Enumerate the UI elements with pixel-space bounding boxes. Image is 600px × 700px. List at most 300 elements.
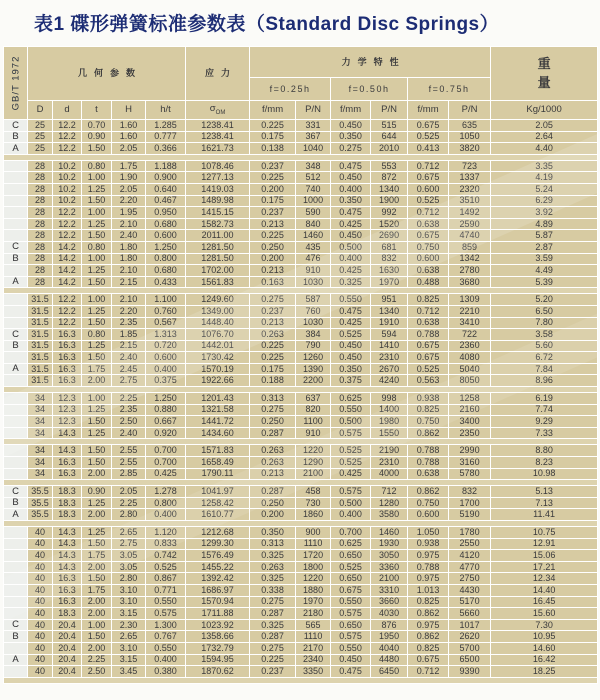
data-cell: 10.98	[491, 468, 598, 480]
data-cell: 3680	[449, 276, 491, 288]
data-cell: 28	[28, 218, 53, 230]
data-cell: 0.275	[331, 143, 371, 155]
data-cell: 1455.22	[186, 561, 250, 573]
series-letter-cell: B	[4, 131, 28, 143]
data-cell: 0.225	[250, 654, 296, 666]
data-cell: 0.550	[331, 404, 371, 416]
data-cell: 2620	[449, 631, 491, 643]
data-cell: 5660	[449, 608, 491, 620]
data-cell: 1.00	[82, 393, 112, 405]
data-cell: 18.3	[53, 497, 82, 509]
data-cell: 1434.60	[186, 427, 250, 439]
data-cell: 2.45	[112, 363, 146, 375]
data-cell: 2.15	[112, 276, 146, 288]
data-cell: 900	[296, 527, 331, 539]
data-cell: 1.50	[82, 445, 112, 457]
data-cell: 0.450	[331, 230, 371, 242]
data-cell: 16.45	[491, 596, 598, 608]
data-cell: 31.5	[28, 329, 53, 341]
data-cell: 2.00	[82, 561, 112, 573]
data-cell: 3360	[371, 561, 408, 573]
series-letter-cell: A	[4, 363, 28, 375]
data-cell: 2010	[371, 143, 408, 155]
table-row	[4, 294, 598, 306]
data-cell: 0.700	[146, 445, 186, 457]
data-cell: 0.350	[331, 131, 371, 143]
data-cell: 1.188	[146, 160, 186, 172]
data-cell: 0.938	[408, 393, 449, 405]
data-cell: 4.19	[491, 172, 598, 184]
data-cell: 2690	[371, 230, 408, 242]
table-row	[4, 207, 598, 219]
data-cell: 40	[28, 550, 53, 562]
table-row	[4, 642, 598, 654]
table-row	[4, 538, 598, 550]
data-cell: 1970	[296, 596, 331, 608]
col-header-p1: P/N	[296, 101, 331, 120]
data-cell: 820	[296, 404, 331, 416]
data-cell: 0.825	[408, 294, 449, 306]
data-cell: 1.00	[82, 619, 112, 631]
data-cell: 0.525	[331, 561, 371, 573]
series-letter-cell	[4, 666, 28, 678]
data-cell: 1.50	[82, 230, 112, 242]
data-cell: 0.625	[331, 393, 371, 405]
data-cell: 4040	[371, 642, 408, 654]
data-cell: 0.225	[250, 352, 296, 364]
col-header-H: H	[112, 101, 146, 120]
data-cell: 8.80	[491, 445, 598, 457]
table-row	[4, 363, 598, 375]
data-cell: 5700	[449, 642, 491, 654]
data-cell: 910	[296, 427, 331, 439]
data-cell: 4770	[449, 561, 491, 573]
data-cell: 4.40	[491, 143, 598, 155]
data-cell: 1570.94	[186, 596, 250, 608]
table-row	[4, 195, 598, 207]
data-cell: 1702.00	[186, 265, 250, 277]
data-cell: 3160	[449, 457, 491, 469]
table-row	[4, 666, 598, 678]
data-cell: 1970	[371, 276, 408, 288]
data-cell: 28	[28, 276, 53, 288]
data-cell: 0.250	[250, 497, 296, 509]
data-cell: 2.87	[491, 241, 598, 253]
data-cell: 0.525	[331, 457, 371, 469]
data-cell: 1720	[296, 550, 331, 562]
data-cell: 2590	[449, 218, 491, 230]
data-cell: 2.00	[82, 509, 112, 521]
data-cell: 1.25	[82, 427, 112, 439]
data-cell: 1.100	[146, 294, 186, 306]
data-cell: 2670	[371, 363, 408, 375]
table-row	[4, 550, 598, 562]
data-cell: 1.50	[82, 276, 112, 288]
data-cell: 31.5	[28, 363, 53, 375]
data-cell: 1.50	[82, 416, 112, 428]
data-cell: 25	[28, 131, 53, 143]
data-cell: 1340	[371, 183, 408, 195]
data-cell: 28	[28, 265, 53, 277]
data-cell: 0.413	[408, 143, 449, 155]
data-cell: 1030	[296, 317, 331, 329]
data-cell: 28	[28, 195, 53, 207]
data-cell: 28	[28, 230, 53, 242]
series-letter-cell: C	[4, 241, 28, 253]
data-cell: 6450	[371, 666, 408, 678]
data-cell: 2.40	[112, 352, 146, 364]
data-cell: 4000	[371, 468, 408, 480]
data-cell: 1576.49	[186, 550, 250, 562]
data-cell: 0.675	[408, 120, 449, 132]
data-cell: 1550	[371, 427, 408, 439]
series-letter-cell	[4, 445, 28, 457]
data-cell: 0.500	[331, 241, 371, 253]
data-cell: 31.5	[28, 294, 53, 306]
data-cell: 1460	[371, 527, 408, 539]
data-cell: 5.87	[491, 230, 598, 242]
series-letter-cell: C	[4, 120, 28, 132]
data-cell: 16.3	[53, 468, 82, 480]
data-cell: 16.3	[53, 457, 82, 469]
data-cell: 2.50	[112, 416, 146, 428]
data-cell: 2200	[296, 375, 331, 387]
data-cell: 1880	[296, 584, 331, 596]
data-cell: 0.250	[250, 241, 296, 253]
data-cell: 11.41	[491, 509, 598, 521]
data-cell: 1571.83	[186, 445, 250, 457]
data-cell: 4240	[371, 375, 408, 387]
data-cell: 0.325	[250, 619, 296, 631]
data-cell: 1.50	[82, 631, 112, 643]
data-cell: 0.200	[250, 253, 296, 265]
header-geometry: 几何参数	[28, 47, 186, 101]
data-cell: 0.975	[408, 619, 449, 631]
data-cell: 0.567	[146, 317, 186, 329]
data-cell: 1076.70	[186, 329, 250, 341]
data-cell: 5.24	[491, 183, 598, 195]
data-cell: 1.25	[82, 218, 112, 230]
data-cell: 34	[28, 445, 53, 457]
series-letter-cell: C	[4, 486, 28, 498]
data-cell: 0.313	[250, 538, 296, 550]
data-cell: 3410	[449, 317, 491, 329]
data-cell: 12.2	[53, 294, 82, 306]
data-cell: 14.3	[53, 550, 82, 562]
data-cell: 1.120	[146, 527, 186, 539]
data-cell: 5780	[449, 468, 491, 480]
data-cell: 0.777	[146, 131, 186, 143]
series-letter-cell	[4, 527, 28, 539]
data-cell: 1238.41	[186, 120, 250, 132]
data-cell: 2780	[449, 265, 491, 277]
data-cell: 0.213	[250, 218, 296, 230]
table-row	[4, 608, 598, 620]
data-cell: 5040	[449, 363, 491, 375]
data-cell: 3050	[371, 550, 408, 562]
table-row	[4, 352, 598, 364]
data-cell: 1.25	[82, 404, 112, 416]
data-cell: 40	[28, 561, 53, 573]
data-cell: 3.05	[112, 550, 146, 562]
data-cell: 2.75	[112, 538, 146, 550]
series-letter-cell: B	[4, 497, 28, 509]
data-cell: 1220	[296, 573, 331, 585]
page-title: 表1 碟形弹簧标准参数表（Standard Disc Springs）	[34, 14, 500, 35]
col-header-f1: f/mm	[250, 101, 296, 120]
series-letter-cell	[4, 172, 28, 184]
data-cell: 2.80	[112, 573, 146, 585]
data-cell: 0.263	[250, 445, 296, 457]
disc-springs-table	[3, 46, 598, 684]
data-cell: 0.525	[331, 329, 371, 341]
data-cell: 951	[371, 294, 408, 306]
table-row	[4, 497, 598, 509]
data-cell: 0.425	[331, 468, 371, 480]
data-cell: 1.00	[82, 294, 112, 306]
table-row	[4, 509, 598, 521]
data-cell: 0.640	[146, 183, 186, 195]
data-cell: 0.800	[146, 253, 186, 265]
data-cell: 2.25	[82, 654, 112, 666]
data-cell: 0.675	[408, 352, 449, 364]
standard-code-label: GB/T 1972	[9, 55, 21, 111]
data-cell: 0.675	[408, 172, 449, 184]
table-row	[4, 131, 598, 143]
data-cell: 18.3	[53, 608, 82, 620]
data-cell: 876	[371, 619, 408, 631]
header-f050: f=0.50h	[331, 78, 408, 101]
data-cell: 0.488	[408, 276, 449, 288]
data-cell: 0.600	[146, 230, 186, 242]
data-cell: 2310	[371, 352, 408, 364]
data-cell: 0.400	[146, 509, 186, 521]
data-cell: 0.450	[331, 120, 371, 132]
data-cell: 1281.50	[186, 241, 250, 253]
series-letter-cell	[4, 230, 28, 242]
data-cell: 2.30	[112, 619, 146, 631]
data-cell: 6.72	[491, 352, 598, 364]
data-cell: 0.425	[331, 317, 371, 329]
data-cell: 16.3	[53, 329, 82, 341]
data-cell: 4120	[449, 550, 491, 562]
data-cell: 12.3	[53, 393, 82, 405]
data-cell: 0.667	[146, 416, 186, 428]
table-row	[4, 404, 598, 416]
table-row	[4, 172, 598, 184]
data-cell: 0.225	[250, 230, 296, 242]
data-cell: 28	[28, 253, 53, 265]
data-cell: 644	[371, 131, 408, 143]
data-cell: 0.712	[408, 207, 449, 219]
series-letter-cell	[4, 550, 28, 562]
data-cell: 0.475	[331, 207, 371, 219]
data-cell: 28	[28, 183, 53, 195]
data-cell: 1110	[296, 538, 331, 550]
data-cell: 1.95	[112, 207, 146, 219]
data-cell: 1100	[296, 416, 331, 428]
data-cell: 0.788	[408, 445, 449, 457]
data-cell: 0.500	[331, 497, 371, 509]
data-cell: 1349.00	[186, 305, 250, 317]
data-cell: 0.575	[331, 427, 371, 439]
data-cell: 20.4	[53, 631, 82, 643]
data-cell: 0.325	[250, 573, 296, 585]
data-cell: 0.950	[146, 207, 186, 219]
data-cell: 635	[449, 120, 491, 132]
data-cell: 0.287	[250, 427, 296, 439]
data-cell: 3350	[296, 666, 331, 678]
data-cell: 0.350	[250, 527, 296, 539]
data-cell: 0.225	[250, 120, 296, 132]
series-letter-cell	[4, 427, 28, 439]
data-cell: 2.10	[112, 294, 146, 306]
data-cell: 1040	[296, 143, 331, 155]
data-cell: 0.650	[331, 573, 371, 585]
data-cell: 25	[28, 143, 53, 155]
data-cell: 2.05	[112, 143, 146, 155]
col-header-f2: f/mm	[331, 101, 371, 120]
data-cell: 16.3	[53, 340, 82, 352]
data-cell: 40	[28, 584, 53, 596]
data-cell: 1.313	[146, 329, 186, 341]
data-cell: 0.400	[331, 183, 371, 195]
data-cell: 16.3	[53, 375, 82, 387]
data-cell: 2100	[296, 468, 331, 480]
data-cell: 2.00	[82, 608, 112, 620]
data-cell: 2.40	[112, 427, 146, 439]
data-cell: 0.400	[331, 509, 371, 521]
data-cell: 1460	[296, 230, 331, 242]
data-cell: 590	[296, 207, 331, 219]
table-row	[4, 457, 598, 469]
data-cell: 2.35	[112, 404, 146, 416]
col-header-p2: P/N	[371, 101, 408, 120]
data-cell: 723	[449, 160, 491, 172]
data-cell: 1041.97	[186, 486, 250, 498]
data-cell: 3400	[449, 416, 491, 428]
data-cell: 0.575	[331, 631, 371, 643]
data-cell: 565	[296, 619, 331, 631]
data-cell: 2011.00	[186, 230, 250, 242]
series-letter-cell	[4, 468, 28, 480]
data-cell: 1337	[449, 172, 491, 184]
data-cell: 0.225	[250, 172, 296, 184]
data-cell: 0.287	[250, 486, 296, 498]
data-cell: 2310	[371, 457, 408, 469]
data-cell: 1400	[371, 404, 408, 416]
col-header-D: D	[28, 101, 53, 120]
data-cell: 28	[28, 241, 53, 253]
data-cell: 2.00	[82, 468, 112, 480]
series-letter-cell	[4, 207, 28, 219]
data-cell: 34	[28, 427, 53, 439]
data-cell: 1.250	[146, 393, 186, 405]
data-cell: 9.29	[491, 416, 598, 428]
data-cell: 0.525	[408, 195, 449, 207]
data-cell: 0.450	[331, 654, 371, 666]
data-cell: 34	[28, 468, 53, 480]
col-header-weight: Kg/1000	[491, 101, 598, 120]
data-cell: 0.862	[408, 486, 449, 498]
data-cell: 14.3	[53, 527, 82, 539]
data-cell: 0.237	[250, 207, 296, 219]
table-row	[4, 393, 598, 405]
data-cell: 1.50	[82, 195, 112, 207]
data-cell: 14.2	[53, 241, 82, 253]
data-cell: 0.450	[331, 352, 371, 364]
data-cell: 18.25	[491, 666, 598, 678]
data-cell: 15.06	[491, 550, 598, 562]
standard-code-vertical	[4, 47, 28, 120]
data-cell: 1258.42	[186, 497, 250, 509]
data-cell: 1342	[449, 253, 491, 265]
data-cell: 31.5	[28, 305, 53, 317]
data-cell: 3.10	[112, 642, 146, 654]
data-cell: 0.788	[408, 329, 449, 341]
data-cell: 12.3	[53, 404, 82, 416]
data-cell: 0.175	[250, 131, 296, 143]
data-cell: 12.2	[53, 218, 82, 230]
data-cell: 28	[28, 172, 53, 184]
data-cell: 3.10	[112, 596, 146, 608]
data-cell: 1.25	[82, 305, 112, 317]
series-letter-cell: B	[4, 253, 28, 265]
data-cell: 20.4	[53, 666, 82, 678]
data-cell: 3660	[371, 596, 408, 608]
data-cell: 740	[296, 183, 331, 195]
series-letter-cell: B	[4, 631, 28, 643]
data-cell: 18.3	[53, 509, 82, 521]
data-cell: 7.84	[491, 363, 598, 375]
data-cell: 0.788	[408, 561, 449, 573]
series-letter-cell	[4, 416, 28, 428]
data-cell: 1410	[371, 340, 408, 352]
data-cell: 2210	[449, 305, 491, 317]
data-cell: 0.237	[250, 666, 296, 678]
data-cell: 1050	[449, 131, 491, 143]
data-cell: 8050	[449, 375, 491, 387]
table-row	[4, 317, 598, 329]
data-cell: 40	[28, 573, 53, 585]
table-row	[4, 375, 598, 387]
data-cell: 0.70	[82, 120, 112, 132]
data-cell: 1.50	[82, 573, 112, 585]
table-row	[4, 527, 598, 539]
data-cell: 1.75	[82, 363, 112, 375]
data-cell: 0.550	[331, 642, 371, 654]
data-cell: 12.2	[53, 120, 82, 132]
series-letter-cell	[4, 317, 28, 329]
data-cell: 1.300	[146, 619, 186, 631]
data-cell: 0.675	[408, 654, 449, 666]
data-cell: 1.25	[82, 340, 112, 352]
data-cell: 0.638	[408, 265, 449, 277]
data-cell: 0.237	[250, 160, 296, 172]
data-cell: 2750	[449, 573, 491, 585]
data-cell: 0.380	[146, 666, 186, 678]
data-cell: 2190	[371, 445, 408, 457]
data-cell: 1299.30	[186, 538, 250, 550]
data-cell: 12.2	[53, 131, 82, 143]
data-cell: 0.475	[331, 160, 371, 172]
data-cell: 1.00	[82, 172, 112, 184]
data-cell: 1900	[371, 195, 408, 207]
data-cell: 0.680	[146, 265, 186, 277]
series-letter-cell	[4, 642, 28, 654]
data-cell: 0.880	[146, 404, 186, 416]
data-cell: 730	[296, 497, 331, 509]
